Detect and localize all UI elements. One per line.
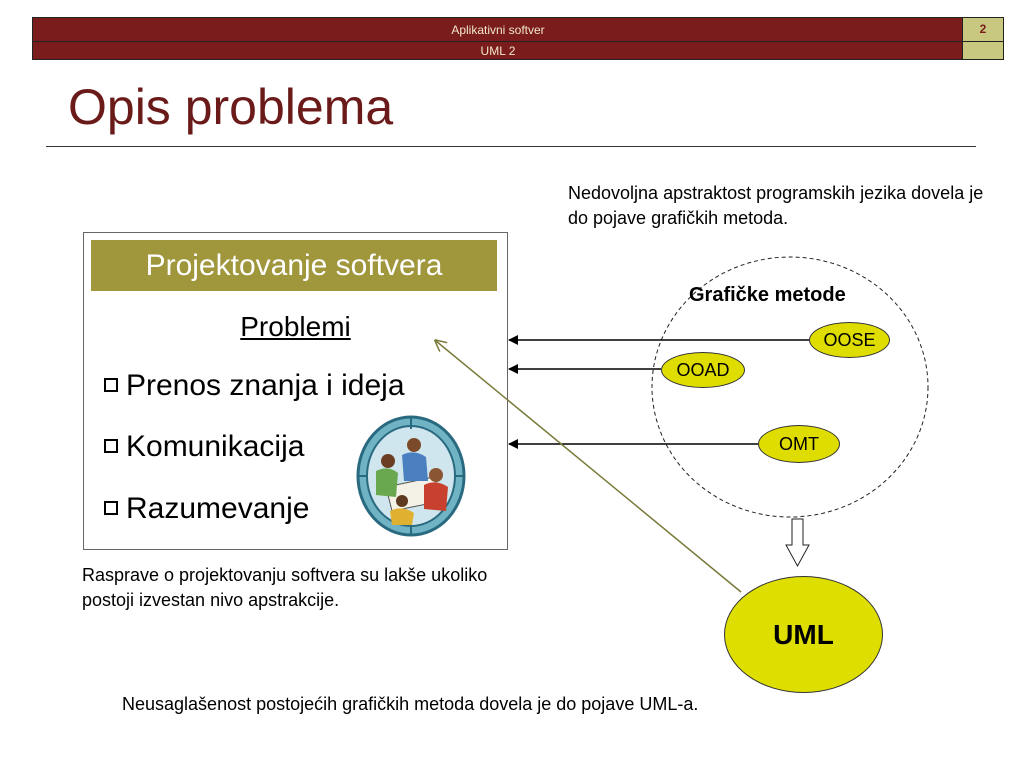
note-left-text: Rasprave o projektovanju softvera su lakše ukoliko postoji izvestan nivo apstrakcije. (82, 565, 488, 610)
slide-title: Opis problema (68, 79, 394, 135)
bullet-label: Komunikacija (126, 430, 305, 463)
bullet-label: Prenos znanja i ideja (126, 369, 405, 402)
course-title: Aplikativni softver (451, 23, 545, 37)
method-oose: OOSE (809, 322, 890, 358)
down-arrow-icon (786, 519, 809, 566)
panel-subheading: Problemi (240, 311, 351, 342)
uml-node: UML (724, 576, 883, 693)
method-omt: OMT (758, 425, 840, 463)
bullet-label: Razumevanje (126, 492, 310, 525)
method-ooad: OOAD (661, 352, 745, 388)
note-top-text: Nedovoljna apstraktost programskih jezika dovela je do pojave grafičkih metoda. (568, 183, 984, 228)
graphical-methods-label: Grafičke metode (689, 284, 846, 306)
note-bottom: Neusaglašenost postojećih grafičkih metoda dovela je do pojave UML-a. (122, 694, 699, 714)
page-number: 2 (962, 17, 1004, 42)
panel-heading: Projektovanje softvera (91, 240, 497, 291)
section-title: UML 2 (480, 44, 516, 58)
